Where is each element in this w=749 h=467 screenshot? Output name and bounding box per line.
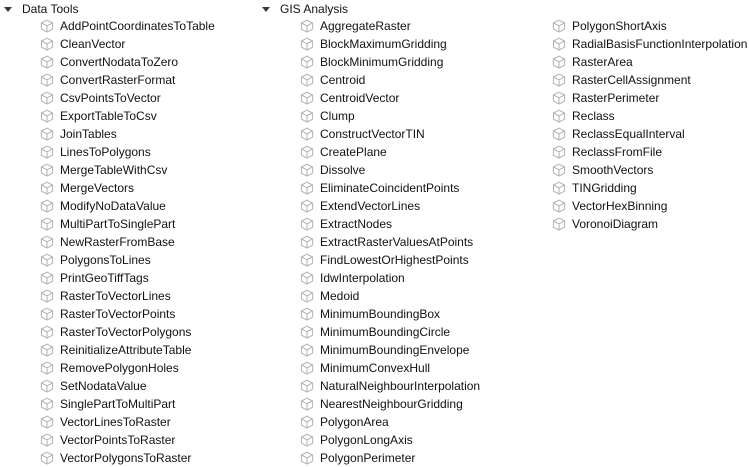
tool-label: ReclassFromFile <box>572 145 663 159</box>
tool-cube-icon <box>40 73 54 87</box>
tool-label: VoronoiDiagram <box>572 217 659 231</box>
tool-cube-icon <box>40 91 54 105</box>
tool-item[interactable] <box>300 323 450 341</box>
tool-item[interactable] <box>40 71 175 89</box>
tool-cube-icon <box>300 271 314 285</box>
tool-item[interactable] <box>300 143 387 161</box>
tool-cube-icon <box>40 199 54 213</box>
tool-cube-icon <box>40 415 54 429</box>
tool-cube-icon <box>40 397 54 411</box>
tool-cube-icon <box>300 55 314 69</box>
tool-label: Reclass <box>572 109 615 123</box>
tool-label: MergeVectors <box>60 181 135 195</box>
tool-cube-icon <box>552 19 566 33</box>
tool-label: PrintGeoTiffTags <box>60 271 149 285</box>
tool-label: MergeTableWithCsv <box>60 163 168 177</box>
tool-cube-icon <box>300 163 314 177</box>
tool-label: BlockMinimumGridding <box>320 55 444 69</box>
group-header-1[interactable] <box>262 0 348 18</box>
group-label: Data Tools <box>22 2 79 16</box>
tool-cube-icon <box>300 451 314 465</box>
tool-label: Dissolve <box>320 163 366 177</box>
tool-item[interactable] <box>300 215 392 233</box>
tool-cube-icon <box>552 217 566 231</box>
tool-item[interactable] <box>552 107 615 125</box>
tool-label: FindLowestOrHighestPoints <box>320 253 469 267</box>
tool-cube-icon <box>40 55 54 69</box>
tool-item[interactable] <box>40 125 117 143</box>
tool-cube-icon <box>300 127 314 141</box>
tool-label: IdwInterpolation <box>320 271 405 285</box>
tool-item[interactable] <box>300 197 420 215</box>
tool-item[interactable] <box>552 197 667 215</box>
tool-label: ConstructVectorTIN <box>320 127 425 141</box>
tool-label: SetNodataValue <box>60 379 147 393</box>
tool-label: PolygonArea <box>320 415 389 429</box>
tool-cube-icon <box>552 181 566 195</box>
tool-cube-icon <box>40 307 54 321</box>
tool-cube-icon <box>300 307 314 321</box>
tool-label: BlockMaximumGridding <box>320 37 447 51</box>
tool-item[interactable] <box>300 341 469 359</box>
tool-label: SinglePartToMultiPart <box>60 397 176 411</box>
tool-label: ReinitializeAttributeTable <box>60 343 192 357</box>
tool-label: RadialBasisFunctionInterpolation <box>572 37 748 51</box>
tool-label: VectorPolygonsToRaster <box>60 451 192 465</box>
tool-cube-icon <box>40 343 54 357</box>
tool-cube-icon <box>40 271 54 285</box>
tool-label: RasterCellAssignment <box>572 73 691 87</box>
tool-label: CentroidVector <box>320 91 400 105</box>
tool-item[interactable] <box>40 395 175 413</box>
tool-cube-icon <box>300 397 314 411</box>
tool-label: ConvertRasterFormat <box>60 73 176 87</box>
tool-cube-icon <box>300 109 314 123</box>
tool-label: ExtendVectorLines <box>320 199 421 213</box>
tool-item[interactable] <box>300 377 480 395</box>
tool-item[interactable] <box>40 269 149 287</box>
tool-cube-icon <box>300 217 314 231</box>
tool-label: PolygonsToLines <box>60 253 151 267</box>
tool-item[interactable] <box>40 251 151 269</box>
tool-cube-icon <box>40 217 54 231</box>
tool-item[interactable] <box>40 179 134 197</box>
tool-label: VectorLinesToRaster <box>60 415 171 429</box>
tool-cube-icon <box>40 451 54 465</box>
tool-item[interactable] <box>300 251 469 269</box>
tool-label: LinesToPolygons <box>60 145 151 159</box>
tool-label: EliminateCoincidentPoints <box>320 181 460 195</box>
tool-label: VectorPointsToRaster <box>60 433 176 447</box>
group-label: GIS Analysis <box>280 2 349 16</box>
tool-cube-icon <box>552 55 566 69</box>
tool-label: CleanVector <box>60 37 126 51</box>
tool-label: Clump <box>320 109 355 123</box>
tool-cube-icon <box>552 127 566 141</box>
tool-label: RasterToVectorPoints <box>60 307 176 321</box>
tool-cube-icon <box>300 91 314 105</box>
tool-cube-icon <box>552 37 566 51</box>
tool-cube-icon <box>40 433 54 447</box>
tool-cube-icon <box>300 19 314 33</box>
tool-item[interactable] <box>552 89 659 107</box>
tool-cube-icon <box>40 145 54 159</box>
tool-label: MinimumBoundingCircle <box>320 325 451 339</box>
tool-cube-icon <box>552 199 566 213</box>
tool-label: MultiPartToSinglePart <box>60 217 176 231</box>
tool-cube-icon <box>40 361 54 375</box>
tool-cube-icon <box>300 181 314 195</box>
tool-item[interactable] <box>40 107 157 125</box>
tool-label: ModifyNoDataValue <box>60 199 166 213</box>
tool-item[interactable] <box>300 89 399 107</box>
tool-cube-icon <box>40 127 54 141</box>
chevron-down-icon[interactable] <box>262 7 270 12</box>
tool-item[interactable] <box>300 71 365 89</box>
chevron-down-icon[interactable] <box>4 7 12 12</box>
tool-item[interactable] <box>300 287 359 305</box>
tool-label: NearestNeighbourGridding <box>320 397 463 411</box>
tool-label: CreatePlane <box>320 145 387 159</box>
tool-cube-icon <box>40 289 54 303</box>
tool-item[interactable] <box>40 431 175 449</box>
tool-label: MinimumBoundingBox <box>320 307 441 321</box>
tool-cube-icon <box>552 109 566 123</box>
tool-item[interactable] <box>300 305 440 323</box>
tool-label: PolygonPerimeter <box>320 451 416 465</box>
tool-cube-icon <box>40 109 54 123</box>
tool-item[interactable] <box>40 161 167 179</box>
tool-item[interactable] <box>300 449 415 467</box>
tool-label: RasterToVectorLines <box>60 289 171 303</box>
tool-item[interactable] <box>300 107 355 125</box>
tool-cube-icon <box>300 415 314 429</box>
tool-label: Centroid <box>320 73 366 87</box>
tool-label: CsvPointsToVector <box>60 91 161 105</box>
tool-item[interactable] <box>40 215 175 233</box>
tool-item[interactable] <box>552 71 691 89</box>
tool-item[interactable] <box>552 143 662 161</box>
tool-item[interactable] <box>40 323 191 341</box>
tool-label: RasterPerimeter <box>572 91 660 105</box>
tool-item[interactable] <box>300 35 447 53</box>
tool-cube-icon <box>40 253 54 267</box>
tool-label: ExtractRasterValuesAtPoints <box>320 235 474 249</box>
tool-label: NewRasterFromBase <box>60 235 175 249</box>
tool-item[interactable] <box>40 359 179 377</box>
tool-item[interactable] <box>552 215 658 233</box>
tool-item[interactable] <box>300 233 473 251</box>
tool-item[interactable] <box>40 17 215 35</box>
tool-label: TINGridding <box>572 181 637 195</box>
tool-item[interactable] <box>40 287 171 305</box>
tool-item[interactable] <box>300 395 463 413</box>
tool-cube-icon <box>40 235 54 249</box>
tool-label: NaturalNeighbourInterpolation <box>320 379 481 393</box>
tool-cube-icon <box>552 163 566 177</box>
tool-item[interactable] <box>40 197 166 215</box>
tool-cube-icon <box>300 235 314 249</box>
tool-label: ConvertNodataToZero <box>60 55 179 69</box>
tool-label: Medoid <box>320 289 360 303</box>
tool-label: RasterArea <box>572 55 633 69</box>
tool-cube-icon <box>300 433 314 447</box>
tool-cube-icon <box>40 325 54 339</box>
tool-item[interactable] <box>300 161 365 179</box>
tool-label: SmoothVectors <box>572 163 654 177</box>
tool-item[interactable] <box>552 161 653 179</box>
tool-label: AggregateRaster <box>320 19 411 33</box>
tool-cube-icon <box>300 325 314 339</box>
tool-cube-icon <box>300 199 314 213</box>
tool-label: RasterToVectorPolygons <box>60 325 192 339</box>
tool-item[interactable] <box>552 35 747 53</box>
tool-label: MinimumConvexHull <box>320 361 431 375</box>
tool-cube-icon <box>300 361 314 375</box>
tool-item[interactable] <box>300 359 430 377</box>
tool-item[interactable] <box>40 341 191 359</box>
tool-item[interactable] <box>552 17 667 35</box>
tool-cube-icon <box>300 253 314 267</box>
tool-cube-icon <box>300 289 314 303</box>
tool-item[interactable] <box>40 449 191 467</box>
tool-item[interactable] <box>300 125 425 143</box>
tool-item[interactable] <box>40 143 151 161</box>
tool-label: VectorHexBinning <box>572 199 668 213</box>
tool-label: PolygonShortAxis <box>572 19 667 33</box>
tool-item[interactable] <box>40 233 175 251</box>
tool-item[interactable] <box>552 125 685 143</box>
tool-label: MinimumBoundingEnvelope <box>320 343 470 357</box>
tool-cube-icon <box>300 343 314 357</box>
tool-cube-icon <box>40 181 54 195</box>
tool-item[interactable] <box>40 377 147 395</box>
tool-label: PolygonLongAxis <box>320 433 413 447</box>
tool-item[interactable] <box>300 17 411 35</box>
tool-label: ExportTableToCsv <box>60 109 157 123</box>
tool-cube-icon <box>40 379 54 393</box>
tool-label: JoinTables <box>60 127 117 141</box>
tool-label: AddPointCoordinatesToTable <box>60 19 215 33</box>
tool-label: ExtractNodes <box>320 217 393 231</box>
tool-item[interactable] <box>300 179 459 197</box>
tool-cube-icon <box>300 379 314 393</box>
group-header-0[interactable] <box>4 0 78 18</box>
tool-cube-icon <box>40 37 54 51</box>
tool-item[interactable] <box>552 179 637 197</box>
tool-cube-icon <box>300 37 314 51</box>
tool-item[interactable] <box>40 305 175 323</box>
tool-item[interactable] <box>300 413 389 431</box>
tool-item[interactable] <box>300 53 443 71</box>
tool-item[interactable] <box>40 53 178 71</box>
tool-cube-icon <box>40 163 54 177</box>
tool-label: RemovePolygonHoles <box>60 361 179 375</box>
tool-item[interactable] <box>40 89 161 107</box>
tool-item[interactable] <box>300 269 405 287</box>
tool-item[interactable] <box>552 53 633 71</box>
tool-cube-icon <box>300 145 314 159</box>
tool-item[interactable] <box>40 35 125 53</box>
tool-cube-icon <box>552 73 566 87</box>
tool-cube-icon <box>552 91 566 105</box>
tool-cube-icon <box>300 73 314 87</box>
tool-item[interactable] <box>300 431 413 449</box>
tool-label: ReclassEqualInterval <box>572 127 685 141</box>
tool-item[interactable] <box>40 413 171 431</box>
tool-cube-icon <box>552 145 566 159</box>
tool-cube-icon <box>40 19 54 33</box>
